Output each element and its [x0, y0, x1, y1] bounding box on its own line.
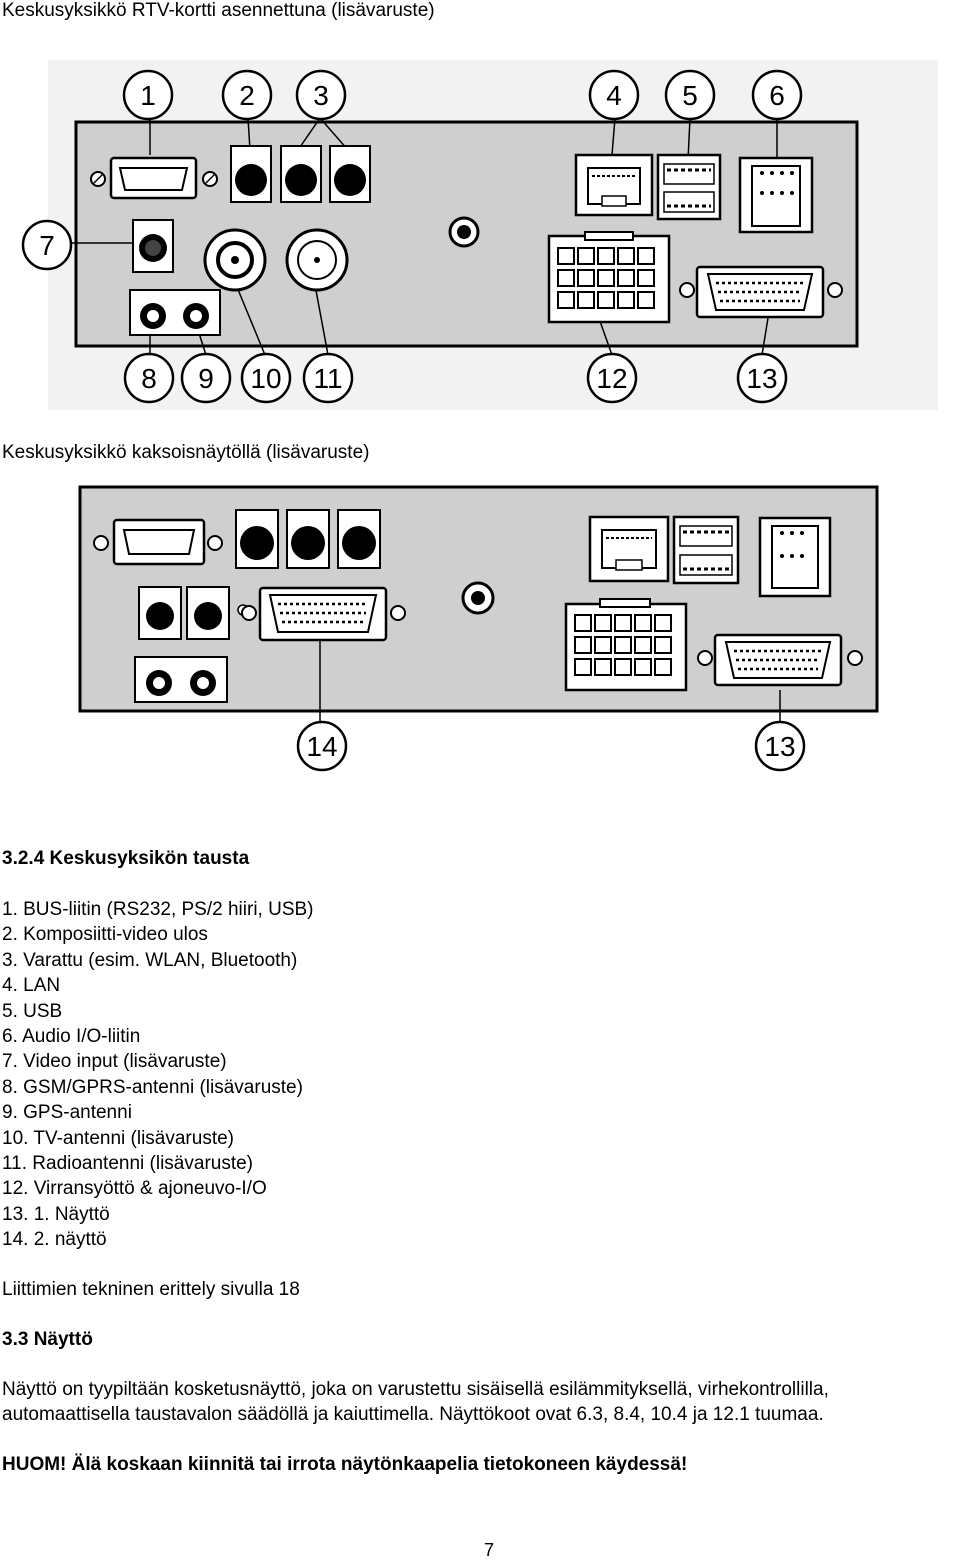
usb-port-icon	[658, 155, 720, 219]
callout-11: 11	[313, 363, 343, 394]
list-item: 8. GSM/GPRS-antenni (lisävaruste)	[2, 1076, 303, 1098]
list-item: 3. Varattu (esim. WLAN, Bluetooth)	[2, 949, 298, 971]
list-item: 2. Komposiitti-video ulos	[2, 924, 208, 946]
callout-10: 10	[250, 363, 282, 394]
figure1-caption: Keskusyksikkö RTV-kortti asennettuna (lisävaruste)	[2, 0, 435, 21]
connector-list	[2, 897, 314, 1253]
list-item: 10. TV-antenni (lisävaruste)	[2, 1127, 234, 1149]
video-input-connector-icon	[133, 220, 173, 272]
callout-14: 14	[306, 731, 338, 762]
power-connector-icon	[549, 232, 669, 322]
rear-panel-figure-dual-display	[0, 480, 960, 780]
list-item: 5. USB	[2, 1000, 63, 1022]
callout-7: 7	[39, 230, 55, 261]
callout-4: 4	[606, 80, 622, 111]
audio-connector-icon	[740, 158, 812, 232]
list-item: 14. 2. näyttö	[2, 1229, 107, 1251]
lan-port-icon	[576, 155, 652, 215]
list-item: 12. Virransyöttö & ajoneuvo-I/O	[2, 1178, 267, 1200]
callout-2: 2	[239, 80, 255, 111]
video-out-connectors-icon	[231, 146, 370, 202]
callout-6: 6	[769, 80, 785, 111]
antenna-connectors-icon	[130, 290, 220, 335]
list-item: 4. LAN	[2, 975, 61, 997]
callout-3: 3	[313, 80, 329, 111]
reference-note: Liittimien tekninen erittely sivulla 18	[2, 1279, 300, 1300]
display-connector-icon	[680, 267, 842, 317]
display-heading: 3.3 Näyttö	[2, 1329, 93, 1350]
list-item: 9. GPS-antenni	[2, 1102, 132, 1124]
list-item: 1. BUS-liitin (RS232, PS/2 hiiri, USB)	[2, 899, 314, 920]
callout-1: 1	[140, 80, 156, 111]
figure2-caption: Keskusyksikkö kaksoisnäytöllä (lisävaruste)	[2, 442, 370, 463]
page-number: 7	[484, 1540, 495, 1560]
callout-8: 8	[141, 363, 157, 394]
list-item: 7. Video input (lisävaruste)	[2, 1051, 227, 1073]
list-item: 13. 1. Näyttö	[2, 1203, 110, 1225]
callout-9: 9	[198, 363, 214, 394]
list-item: 6. Audio I/O-liitin	[2, 1026, 141, 1048]
display-paragraph: Näyttö on tyypiltään kosketusnäyttö, joka on varustettu sisäisellä esilämmityksellä, virhekontrollilla, automaattisella taustavalon säädöllä ja kaiuttimella. Näyttökoot ovat 6.3, 8.4, 10.4 ja 12.1 tuumaa.	[2, 1379, 829, 1425]
rear-panel-figure-rtv	[0, 55, 960, 415]
warning-text: HUOM! Älä koskaan kiinnitä tai irrota näytönkaapelia tietokoneen käydessä!	[2, 1454, 688, 1475]
callout-12: 12	[596, 363, 628, 394]
callout-5: 5	[682, 80, 698, 111]
callout-13-second: 13	[764, 731, 796, 762]
list-item: 11. Radioantenni (lisävaruste)	[2, 1153, 254, 1175]
callout-13: 13	[746, 363, 778, 394]
section-heading: 3.2.4 Keskusyksikön tausta	[2, 848, 250, 869]
